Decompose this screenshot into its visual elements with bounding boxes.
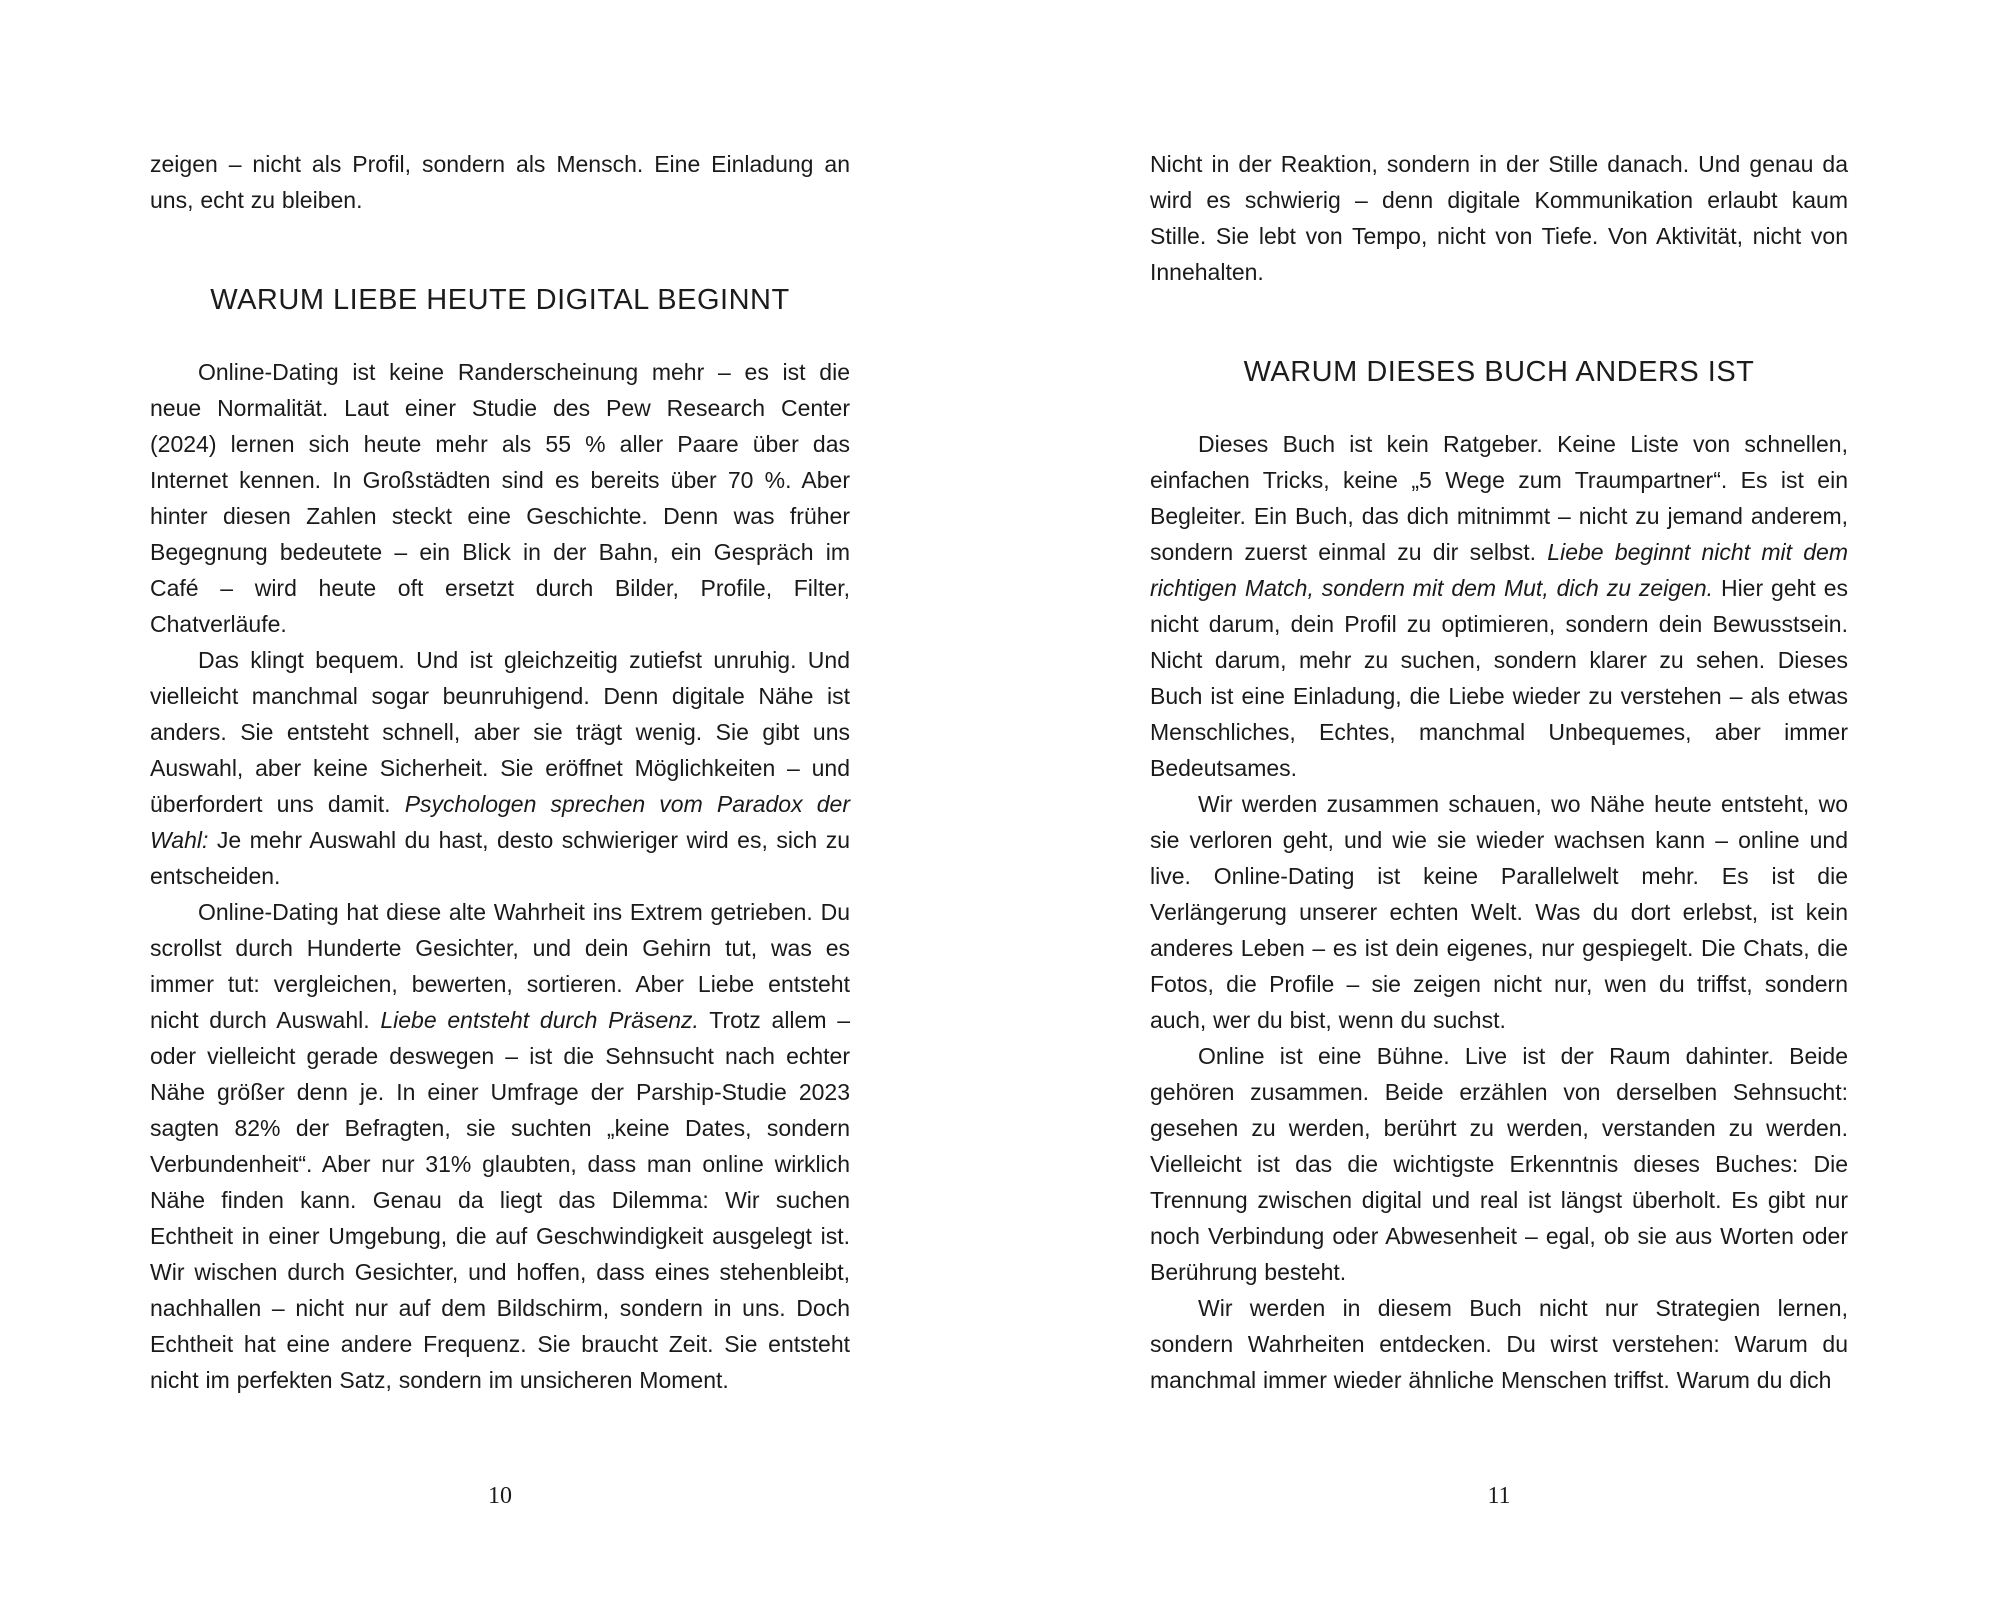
page-left-text-column bbox=[150, 146, 850, 1398]
body-paragraph: Online-Dating hat diese alte Wahrheit ins Extrem getrieben. Du scrollst durch Hunderte Gesichter, und dein Gehirn tut, was es immer tut: vergleichen, bewerten, sortieren. Aber Liebe entsteht nicht durch Auswahl. Liebe entsteht durch Präsenz. Trotz allem – oder vielleicht gerade deswegen – ist die Sehnsucht nach echter Nähe größer denn je. In einer Umfrage der Parship-Studie 2023 sagten 82% der Befragten, sie suchten „keine Dates, sondern Verbundenheit“. Aber nur 31% glaubten, dass man online wirklich Nähe finden kann. Genau da liegt das Dilemma: Wir suchen Echtheit in einer Umgebung, die auf Geschwindigkeit ausgelegt ist. Wir wischen durch Gesichter, und hoffen, dass eines stehenbleibt, nachhallen – nicht nur auf dem Bildschirm, sondern in uns. Doch Echtheit hat eine andere Frequenz. Sie braucht Zeit. Sie entsteht nicht im perfekten Satz, sondern im unsicheren Moment. bbox=[150, 899, 851, 1393]
page-number: 10 bbox=[488, 1483, 512, 1509]
body-paragraph: Online-Dating ist keine Randerscheinung mehr – es ist die neue Normalität. Laut einer Studie des Pew Research Center (2024) lernen sich heute mehr als 55 % aller Paare über das Internet kennen. In Großstädten sind es bereits über 70 %. Aber hinter diesen Zahlen steckt eine Geschichte. Denn was früher Begegnung bedeutete – ein Blick in der Bahn, ein Gespräch im Café – wird heute oft ersetzt durch Bilder, Profile, Filter, Chatverläufe. bbox=[150, 359, 850, 637]
body-paragraph: Online ist eine Bühne. Live ist der Raum dahinter. Beide gehören zusammen. Beide erzählen von derselben Sehnsucht: gesehen zu werden, berührt zu werden, verstanden zu werden. Vielleicht ist das die wichtigste Erkenntnis dieses Buches: Die Trennung zwischen digital und real ist längst überholt. Es gibt nur noch Verbindung oder Abwesenheit – egal, ob sie aus Worten oder Berührung besteht. bbox=[1150, 1043, 1848, 1285]
page-right-text-column bbox=[1150, 146, 1848, 1398]
body-paragraph: Dieses Buch ist kein Ratgeber. Keine Liste von schnellen, einfachen Tricks, keine „5 Wege zum Traumpartner“. Es ist ein Begleiter. Ein Buch, das dich mitnimmt – nicht zu jemand anderem, sondern zuerst einmal zu dir selbst. Liebe beginnt nicht mit dem richtigen Match, sondern mit dem Mut, dich zu zeigen. Hier geht es nicht darum, dein Profil zu optimieren, sondern dein Bewusstsein. Nicht darum, mehr zu suchen, sondern klarer zu sehen. Dieses Buch ist eine Einladung, die Liebe wieder zu verstehen – als etwas Menschliches, Echtes, manchmal Unbequemes, aber immer Bedeutsames. bbox=[1150, 431, 1848, 781]
page-number: 11 bbox=[1487, 1483, 1511, 1509]
body-paragraph: Das klingt bequem. Und ist gleichzeitig zutiefst unruhig. Und vielleicht manchmal sogar beunruhigend. Denn digitale Nähe ist anders. Sie entsteht schnell, aber sie trägt wenig. Sie gibt uns Auswahl, aber keine Sicherheit. Sie eröffnet Möglichkeiten – und überfordert uns damit. Psychologen sprechen vom Paradox der Wahl: Je mehr Auswahl du hast, desto schwieriger wird es, sich zu entscheiden. bbox=[150, 647, 850, 889]
body-paragraph: Wir werden zusammen schauen, wo Nähe heute entsteht, wo sie verloren geht, und wie sie wieder wachsen kann – online und live. Online-Dating ist keine Parallelwelt mehr. Es ist die Verlängerung unserer echten Welt. Was du dort erlebst, ist kein anderes Leben – es ist dein eigenes, nur gespiegelt. Die Chats, die Fotos, die Profile – sie zeigen nicht nur, wen du triffst, sondern auch, wer du bist, wenn du suchst. bbox=[1150, 791, 1848, 1033]
continuation-paragraph: Nicht in der Reaktion, sondern in der Stille danach. Und genau da wird es schwierig – denn digitale Kommunikation erlaubt kaum Stille. Sie lebt von Tempo, nicht von Tiefe. Von Aktivität, nicht von Innehalten. bbox=[1150, 151, 1848, 285]
continuation-paragraph: zeigen – nicht als Profil, sondern als Mensch. Eine Einladung an uns, echt zu bleiben. bbox=[150, 151, 850, 213]
section-heading: WARUM DIESES BUCH ANDERS IST bbox=[1243, 356, 1755, 388]
page-left bbox=[150, 0, 850, 1600]
body-paragraph: Wir werden in diesem Buch nicht nur Strategien lernen, sondern Wahrheiten entdecken. Du wirst verstehen: Warum du manchmal immer wieder ähnliche Menschen triffst. Warum du dich bbox=[1150, 1295, 1848, 1393]
section-heading: WARUM LIEBE HEUTE DIGITAL BEGINNT bbox=[210, 284, 790, 316]
body-paragraphs bbox=[150, 354, 850, 1398]
page-right bbox=[1150, 0, 1848, 1600]
body-paragraphs bbox=[1150, 426, 1848, 1398]
